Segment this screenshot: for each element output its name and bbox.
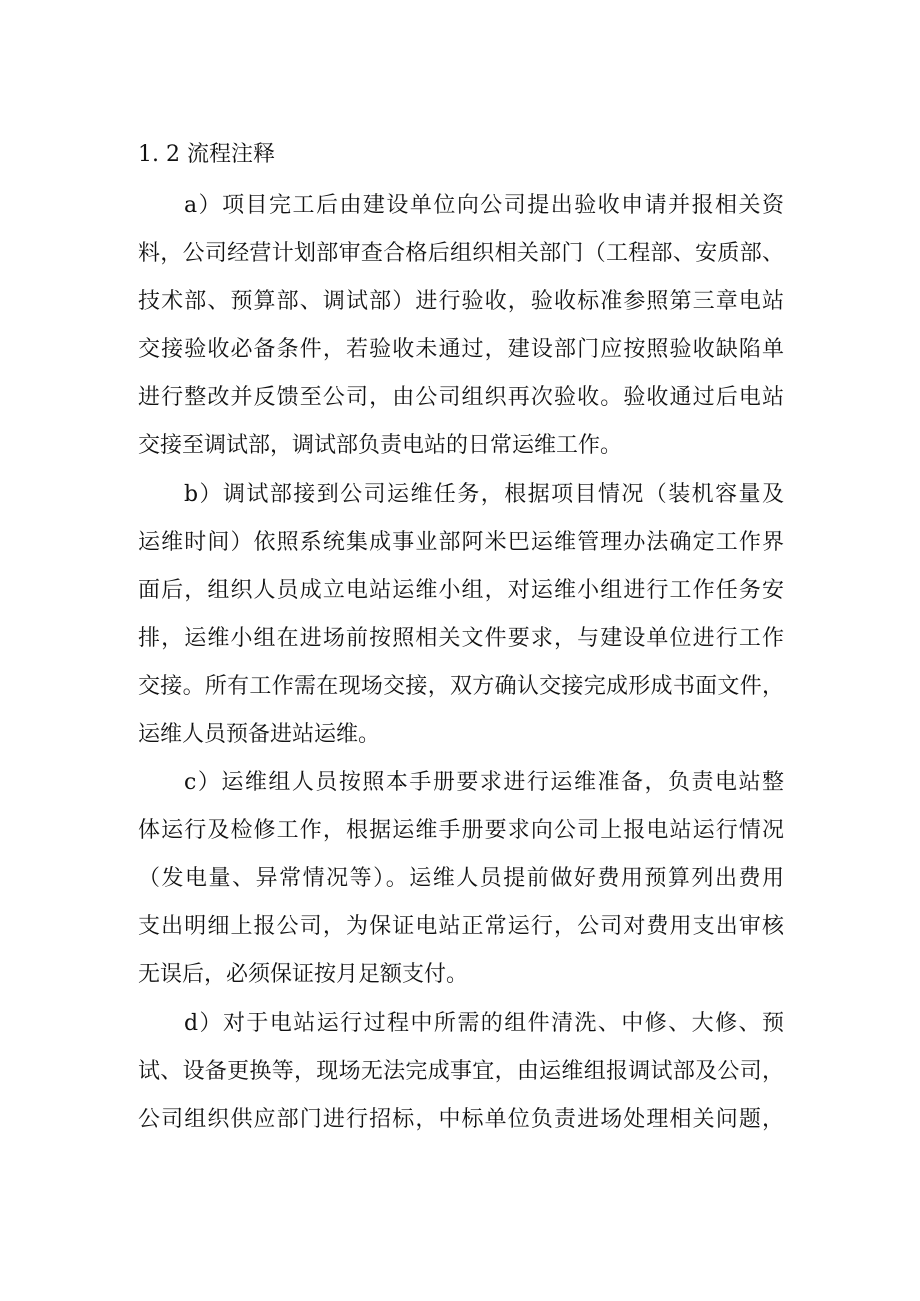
paragraph-d-line-2: 试、设备更换等，现场无法完成事宜，由运维组报调试部及公司， [138, 1059, 784, 1084]
paragraph-c-line-3: （发电量、异常情况等）。运维人员提前做好费用预算列出费用 [138, 866, 784, 891]
section-heading: 1. 2 流程注释 [138, 142, 275, 167]
paragraph-a-line-1: a）项目完工后由建设单位向公司提出验收申请并报相关资 [184, 193, 784, 218]
paragraph-a-line-3: 技术部、预算部、调试部）进行验收，验收标准参照第三章电站 [138, 289, 784, 314]
paragraph-d-line-3: 公司组织供应部门进行招标，中标单位负责进场处理相关问题， [138, 1107, 784, 1132]
paragraph-a-line-5: 进行整改并反馈至公司，由公司组织再次验收。验收通过后电站 [138, 385, 784, 410]
paragraph-a-line-2: 料，公司经营计划部审查合格后组织相关部门（工程部、安质部、 [138, 241, 784, 266]
paragraph-c-line-5: 无误后，必须保证按月足额支付。 [138, 962, 469, 987]
paragraph-a-line-4: 交接验收必备条件，若验收未通过，建设部门应按照验收缺陷单 [138, 337, 784, 362]
paragraph-d-line-1: d）对于电站运行过程中所需的组件清洗、中修、大修、预 [184, 1011, 784, 1036]
paragraph-b-line-4: 排，运维小组在进场前按照相关文件要求，与建设单位进行工作 [138, 626, 784, 651]
paragraph-b-line-6: 运维人员预备进站运维。 [138, 722, 381, 747]
paragraph-b-line-5: 交接。所有工作需在现场交接，双方确认交接完成形成书面文件， [138, 674, 784, 699]
paragraph-b-line-2: 运维时间）依照系统集成事业部阿米巴运维管理办法确定工作界 [138, 530, 784, 555]
paragraph-b-line-3: 面后，组织人员成立电站运维小组，对运维小组进行工作任务安 [138, 578, 784, 603]
paragraph-c-line-1: c）运维组人员按照本手册要求进行运维准备，负责电站整 [184, 770, 784, 795]
paragraph-a-line-6: 交接至调试部，调试部负责电站的日常运维工作。 [138, 433, 623, 458]
paragraph-b-line-1: b）调试部接到公司运维任务，根据项目情况（装机容量及 [184, 482, 784, 507]
paragraph-c-line-2: 体运行及检修工作，根据运维手册要求向公司上报电站运行情况 [138, 818, 784, 843]
paragraph-c-line-4: 支出明细上报公司，为保证电站正常运行，公司对费用支出审核 [138, 914, 784, 939]
